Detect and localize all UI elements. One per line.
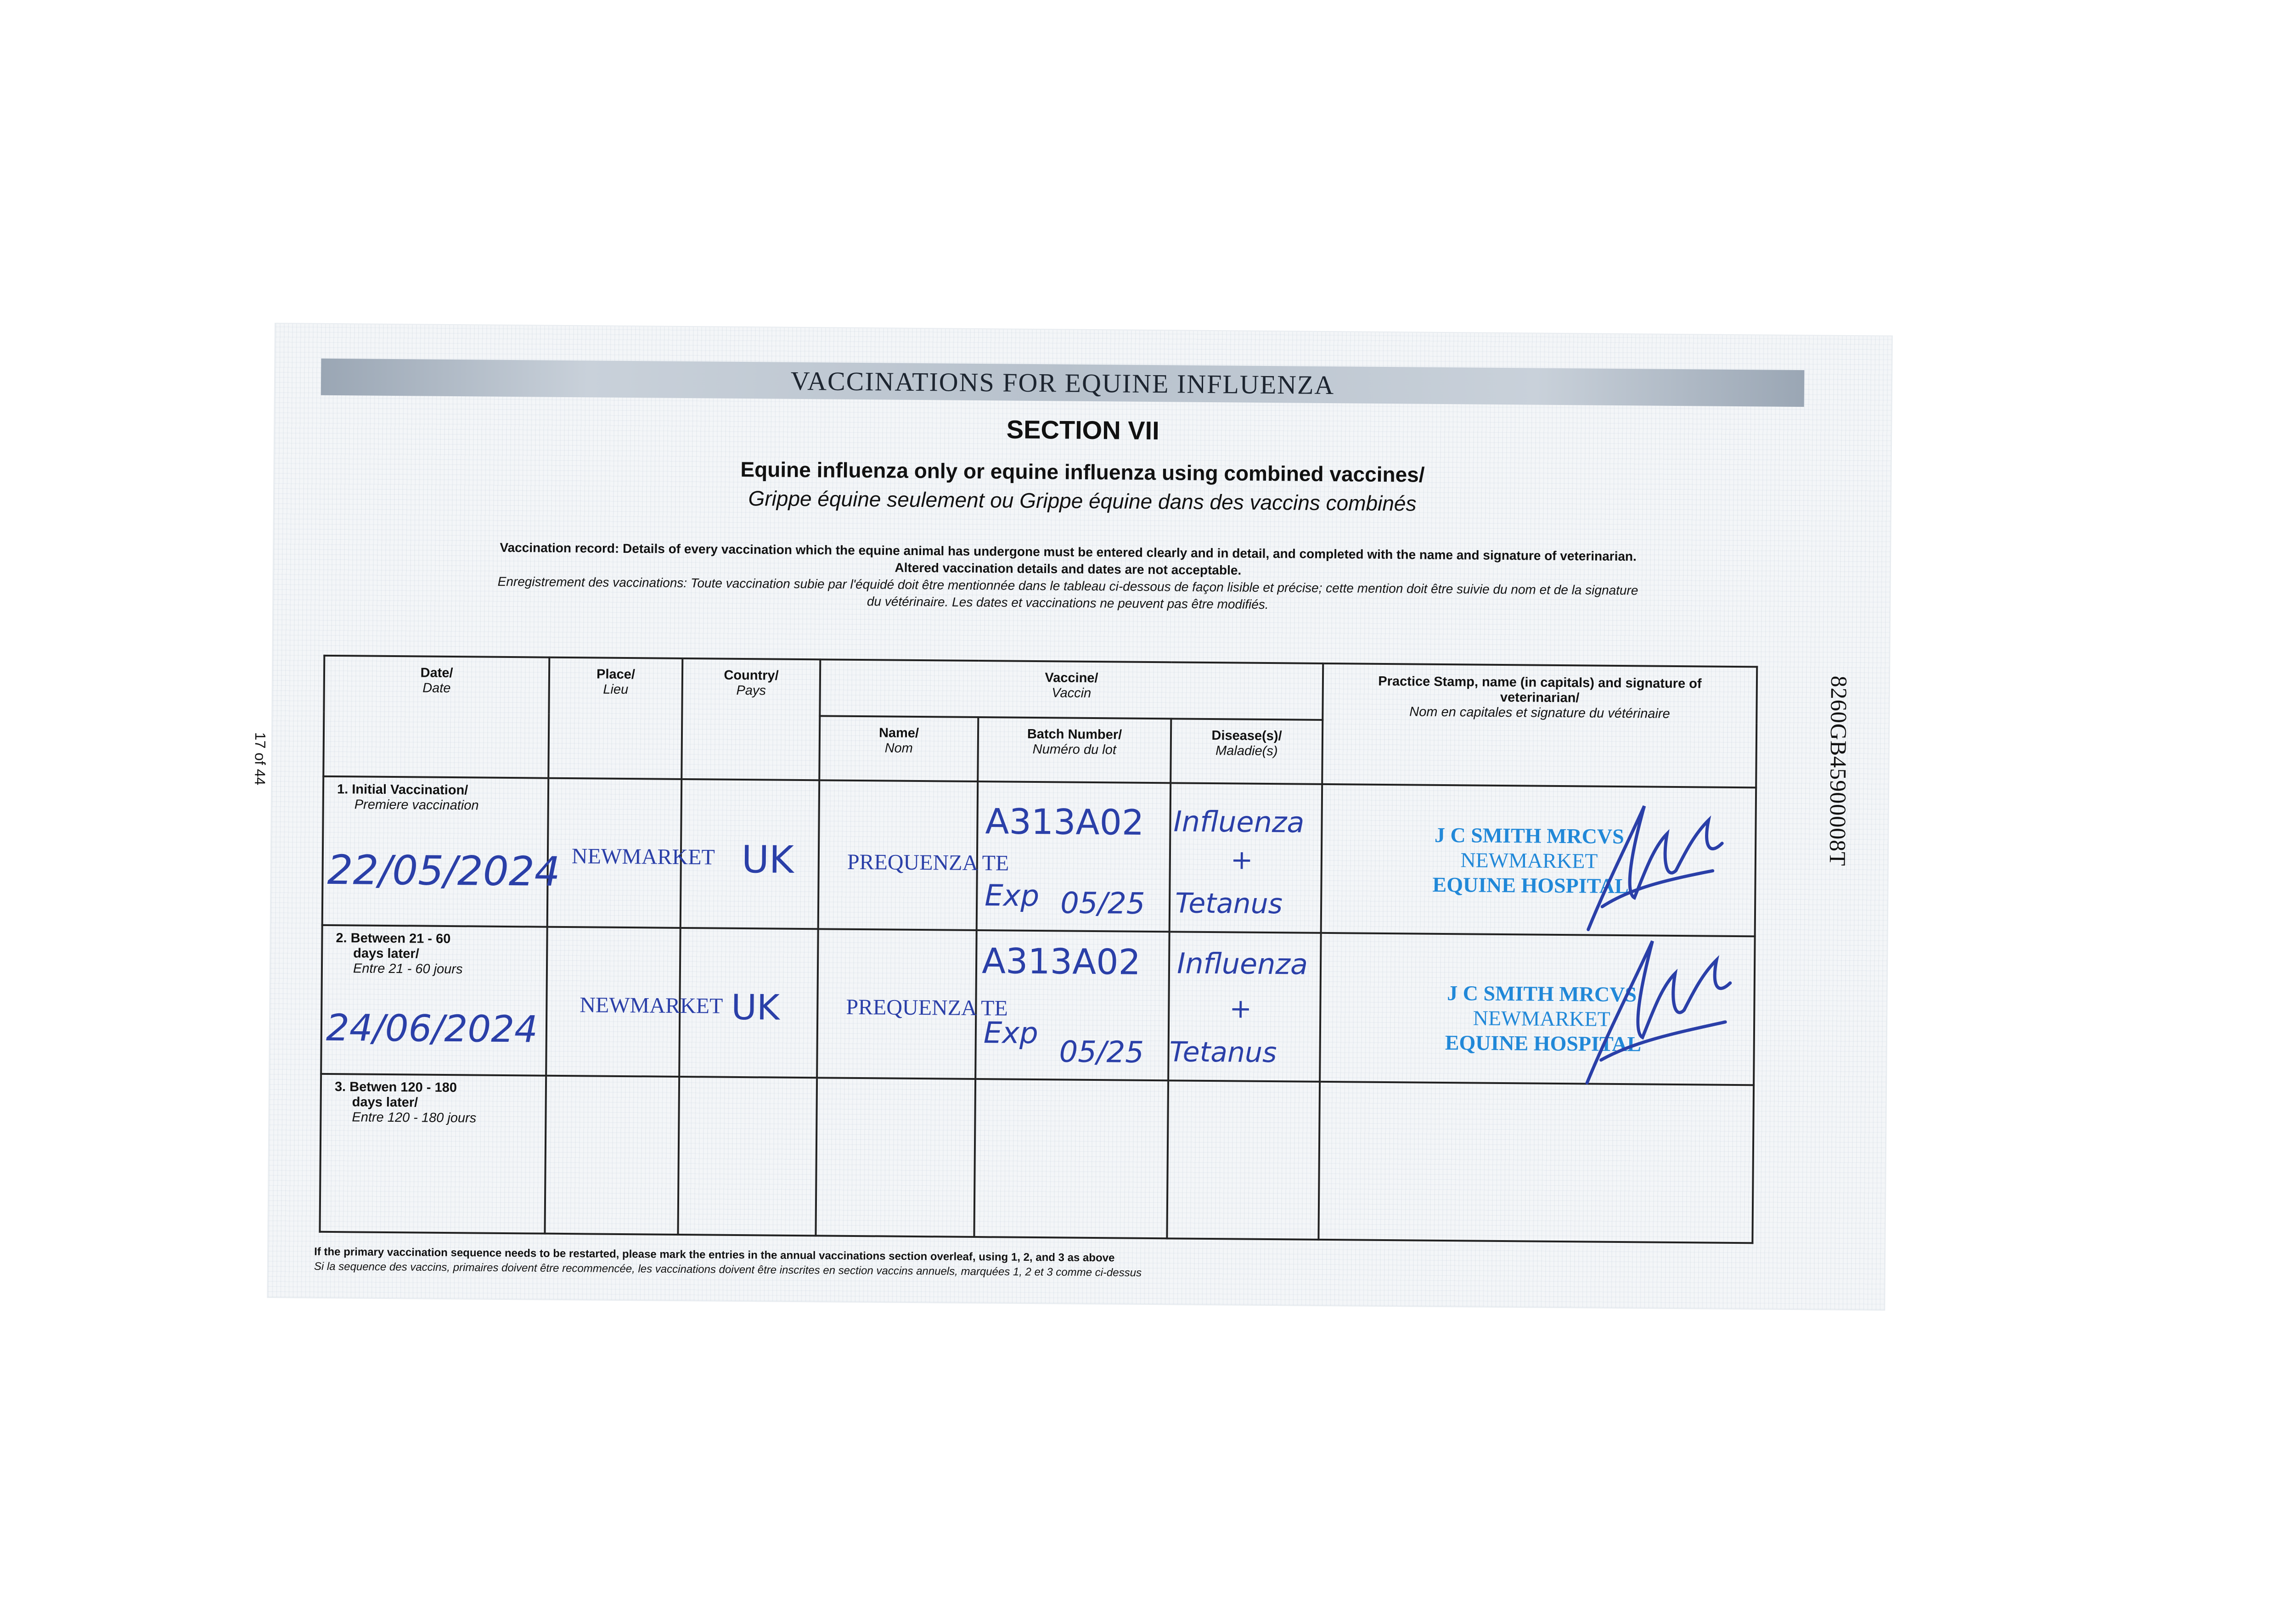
record-note-fr-line1: Enregistrement des vaccinations: Toute vaccination subie par l'équidé doit être mentionnée dans le tableau ci-dessous de façon lisible et précise; cette mention doit être suivie du nom et de la signature xyxy=(497,574,1638,598)
footnote-fr: Si la sequence des vaccins, primaires doivent être recommencée, les vaccinations doivent être inscrites en section vaccins annuels, marquées 1, 2 et 3 comme ci-dessus xyxy=(314,1260,1142,1279)
subtitle-english: Equine influenza only or equine influenza using combined vaccines/ xyxy=(740,457,1425,487)
row2-disease1: Influenza xyxy=(1176,946,1308,981)
row2-stamp-hospital: EQUINE HOSPITAL xyxy=(1445,1031,1642,1056)
row1-vaccine-name: PREQUENZA TE xyxy=(847,849,1009,876)
row2-batch: A313A02 xyxy=(981,940,1141,983)
record-note-en-line2: Altered vaccination details and dates are not acceptable. xyxy=(895,560,1242,578)
row1-period-fr: Premiere vaccination xyxy=(354,797,479,813)
row3-period: 3. Betwen 120 - 180 xyxy=(334,1079,457,1096)
page-title: VACCINATIONS FOR EQUINE INFLUENZA xyxy=(790,365,1335,400)
row3-place-cell[interactable] xyxy=(545,1076,679,1235)
row3-disease-cell[interactable] xyxy=(1167,1080,1320,1240)
row1-disease1: Influenza xyxy=(1173,804,1305,839)
row1-place: NEWMARKET xyxy=(571,844,715,870)
row1-stamp-place: NEWMARKET xyxy=(1460,848,1598,873)
row1-batch-cell xyxy=(977,781,1171,932)
table-header-row xyxy=(324,656,1757,724)
row3-name-cell[interactable] xyxy=(816,1078,975,1237)
header-vaccine-name: Name/ Nom xyxy=(819,716,978,781)
row1-disease2: Tetanus xyxy=(1175,887,1283,921)
row3-country-cell[interactable] xyxy=(678,1077,817,1236)
row2-vaccine-name: PREQUENZA TE xyxy=(846,994,1008,1021)
header-vaccine: Vaccine/ Vaccin xyxy=(820,659,1323,720)
row2-country: UK xyxy=(731,986,780,1028)
row3-period-fr: Entre 120 - 180 jours xyxy=(352,1110,477,1126)
row1-expiry: 05/25 xyxy=(1060,886,1145,921)
row1-date-cell xyxy=(322,776,561,927)
subtitle-french: Grippe équine seulement ou Grippe équine dans des vaccins combinés xyxy=(748,486,1417,516)
row2-stamp-cell xyxy=(1320,933,1755,1085)
row2-period: 2. Between 21 - 60 xyxy=(336,931,451,947)
table-row xyxy=(321,925,1755,1085)
page-number: 17 of 44 xyxy=(252,732,269,786)
row1-place-cell xyxy=(547,778,715,928)
row3-date-cell xyxy=(320,1074,546,1234)
row2-stamp-place: NEWMARKET xyxy=(1473,1006,1610,1031)
row2-disease-plus: + xyxy=(1229,993,1252,1024)
row2-expiry: 05/25 xyxy=(1059,1035,1144,1070)
record-note-en-line1: Vaccination record: Details of every vaccination which the equine animal has undergone must be entered clearly and in detail, and completed with the name and signature of veterinarian. xyxy=(500,540,1637,564)
header-batch-number: Batch Number/ Numéro du lot xyxy=(978,717,1171,783)
footnote xyxy=(314,1245,1142,1281)
header-diseases: Disease(s)/ Maladie(s) xyxy=(1171,719,1322,784)
row2-place: NEWMARKET xyxy=(580,993,723,1018)
row1-signature xyxy=(1575,792,1737,940)
row1-country: UK xyxy=(741,838,794,882)
row2-period-fr: Entre 21 - 60 jours xyxy=(353,961,463,977)
header-place: Place/ Lieu xyxy=(548,657,682,779)
row2-disease2: Tetanus xyxy=(1169,1036,1277,1069)
row2-disease-cell xyxy=(1168,932,1321,1082)
row1-stamp-hospital: EQUINE HOSPITAL xyxy=(1432,872,1629,898)
passport-page xyxy=(252,324,1892,1310)
table-row xyxy=(320,1074,1754,1243)
header-country: Country/ Pays xyxy=(681,658,820,780)
row3-stamp-cell[interactable] xyxy=(1318,1082,1754,1243)
table-row xyxy=(322,776,1756,936)
row1-expiry-label: Exp xyxy=(984,879,1040,914)
row2-signature xyxy=(1578,922,1745,1093)
document-id: 8260GB45900008T xyxy=(1824,675,1852,866)
row1-disease-cell xyxy=(1170,783,1322,933)
header-band xyxy=(321,359,1805,407)
row1-country-cell xyxy=(681,779,820,929)
row2-expiry-label: Exp xyxy=(983,1016,1039,1051)
header-practice: Practice Stamp, name (in capitals) and signature of veterinarian/ Nom en capitales et signature du vétérinaire xyxy=(1322,663,1757,787)
row1-date: 22/05/2024 xyxy=(327,846,561,895)
row1-stamp-cell xyxy=(1321,784,1756,936)
row2-country-cell xyxy=(679,928,818,1078)
row2-batch-cell xyxy=(975,930,1170,1080)
row2-stamp-name: J C SMITH MRCVS xyxy=(1447,981,1637,1006)
row2-period-line2: days later/ xyxy=(353,946,419,961)
row1-period: 1. Initial Vaccination/ xyxy=(337,782,468,798)
row3-period-line2: days later/ xyxy=(352,1095,418,1110)
section-title: SECTION VII xyxy=(1006,415,1159,445)
row2-name-cell xyxy=(817,929,1008,1079)
vaccination-table xyxy=(319,655,1758,1244)
footnote-en: If the primary vaccination sequence needs to be restarted, please mark the entries in the annual vaccinations section overleaf, using 1, 2, and 3 as above xyxy=(314,1245,1115,1264)
row2-date-cell xyxy=(321,925,547,1076)
record-note-fr-line2: du vétérinaire. Les dates et vaccinations ne peuvent pas être modifiés. xyxy=(867,594,1269,612)
row2-place-cell xyxy=(546,927,723,1077)
header-date: Date/ Date xyxy=(323,656,549,778)
row1-disease-plus: + xyxy=(1230,844,1253,876)
row1-stamp-name: J C SMITH MRCVS xyxy=(1434,823,1624,848)
row3-batch-cell[interactable] xyxy=(974,1079,1168,1238)
row1-name-cell xyxy=(818,780,1009,930)
record-note xyxy=(324,538,1812,617)
row2-date: 24/06/2024 xyxy=(326,1006,538,1051)
row1-batch: A313A02 xyxy=(985,801,1144,843)
